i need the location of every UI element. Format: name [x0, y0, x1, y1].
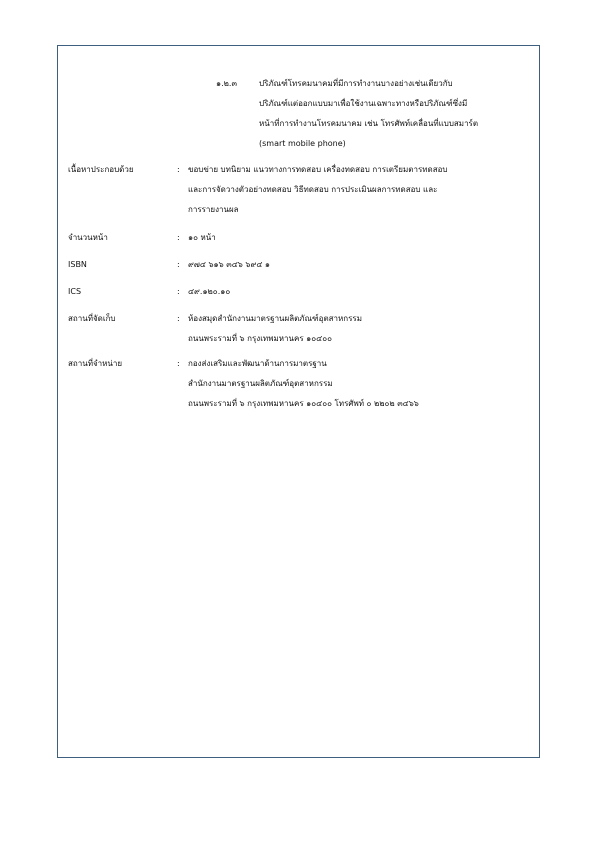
- field-value: [188, 354, 528, 414]
- field-label: สถานที่จำหน่าย: [68, 359, 123, 368]
- item-line: ปริภัณฑ์โทรคมนาคมที่มีการทำงานบางอย่างเช่นเดียวกับ: [259, 79, 453, 88]
- field-colon: :: [177, 165, 180, 174]
- field-value: [188, 228, 528, 248]
- field-value-line: และการจัดวางตัวอย่างทดสอบ วิธีทดสอบ การประเมินผลการทดสอบ และ: [188, 185, 438, 194]
- field-value-line: ถนนพระรามที่ ๖ กรุงเทพมหานคร ๑๐๔๐๐: [188, 334, 332, 343]
- field-label: สถานที่จัดเก็บ: [68, 314, 116, 323]
- item-line: ปริภัณฑ์แต่ออกแบบมาเพื่อใช้งานเฉพาะทางหรือปริภัณฑ์ซึ่งมี: [259, 99, 468, 108]
- field-value-line: ขอบข่าย บทนิยาม แนวทางการทดสอบ เครื่องทดสอบ การเตรียมตารทดสอบ: [188, 165, 448, 174]
- field-colon: :: [177, 359, 180, 368]
- field-colon: :: [177, 314, 180, 323]
- field-label: ISBN: [68, 260, 87, 269]
- field-label: ICS: [68, 287, 82, 296]
- field-colon: :: [177, 260, 180, 269]
- item-line: (smart mobile phone): [259, 139, 346, 148]
- field-label: เนื้อหาประกอบด้วย: [68, 165, 134, 174]
- field-value: [188, 282, 528, 302]
- field-value: [188, 255, 528, 275]
- field-label: จำนวนหน้า: [68, 233, 108, 242]
- field-value-line: ห้องสมุดสำนักงานมาตรฐานผลิตภัณฑ์อุตสาหกรรม: [188, 314, 363, 323]
- field-colon: :: [177, 287, 180, 296]
- item-line: หน้าที่การทำงานโทรคมนาคม เช่น โทรศัพท์เคลื่อนที่แบบสมาร์ต: [259, 119, 479, 128]
- item-number: ๑.๒.๓: [216, 79, 237, 88]
- field-value-line: กองส่งเสริมและพัฒนาด้านการมาตรฐาน: [188, 359, 327, 368]
- field-colon: :: [177, 233, 180, 242]
- field-value-line: ๑๐ หน้า: [188, 233, 216, 242]
- field-value-line: ๙๗๔ ๖๑๖ ๓๔๖ ๖๙๔ ๑: [188, 260, 271, 269]
- item-description: [259, 74, 529, 154]
- field-value-line: สำนักงานมาตรฐานผลิตภัณฑ์อุตสาหกรรม: [188, 379, 333, 388]
- field-value-line: การรายงานผล: [188, 205, 239, 214]
- field-value-line: ๔๙.๑๒๐.๑๐: [188, 287, 231, 296]
- field-value: [188, 309, 528, 349]
- field-value-line: ถนนพระรามที่ ๖ กรุงเทพมหานคร ๑๐๔๐๐ โทรศัพท์ ๐ ๒๒๐๒ ๓๔๖๖: [188, 399, 419, 408]
- field-value: [188, 160, 528, 220]
